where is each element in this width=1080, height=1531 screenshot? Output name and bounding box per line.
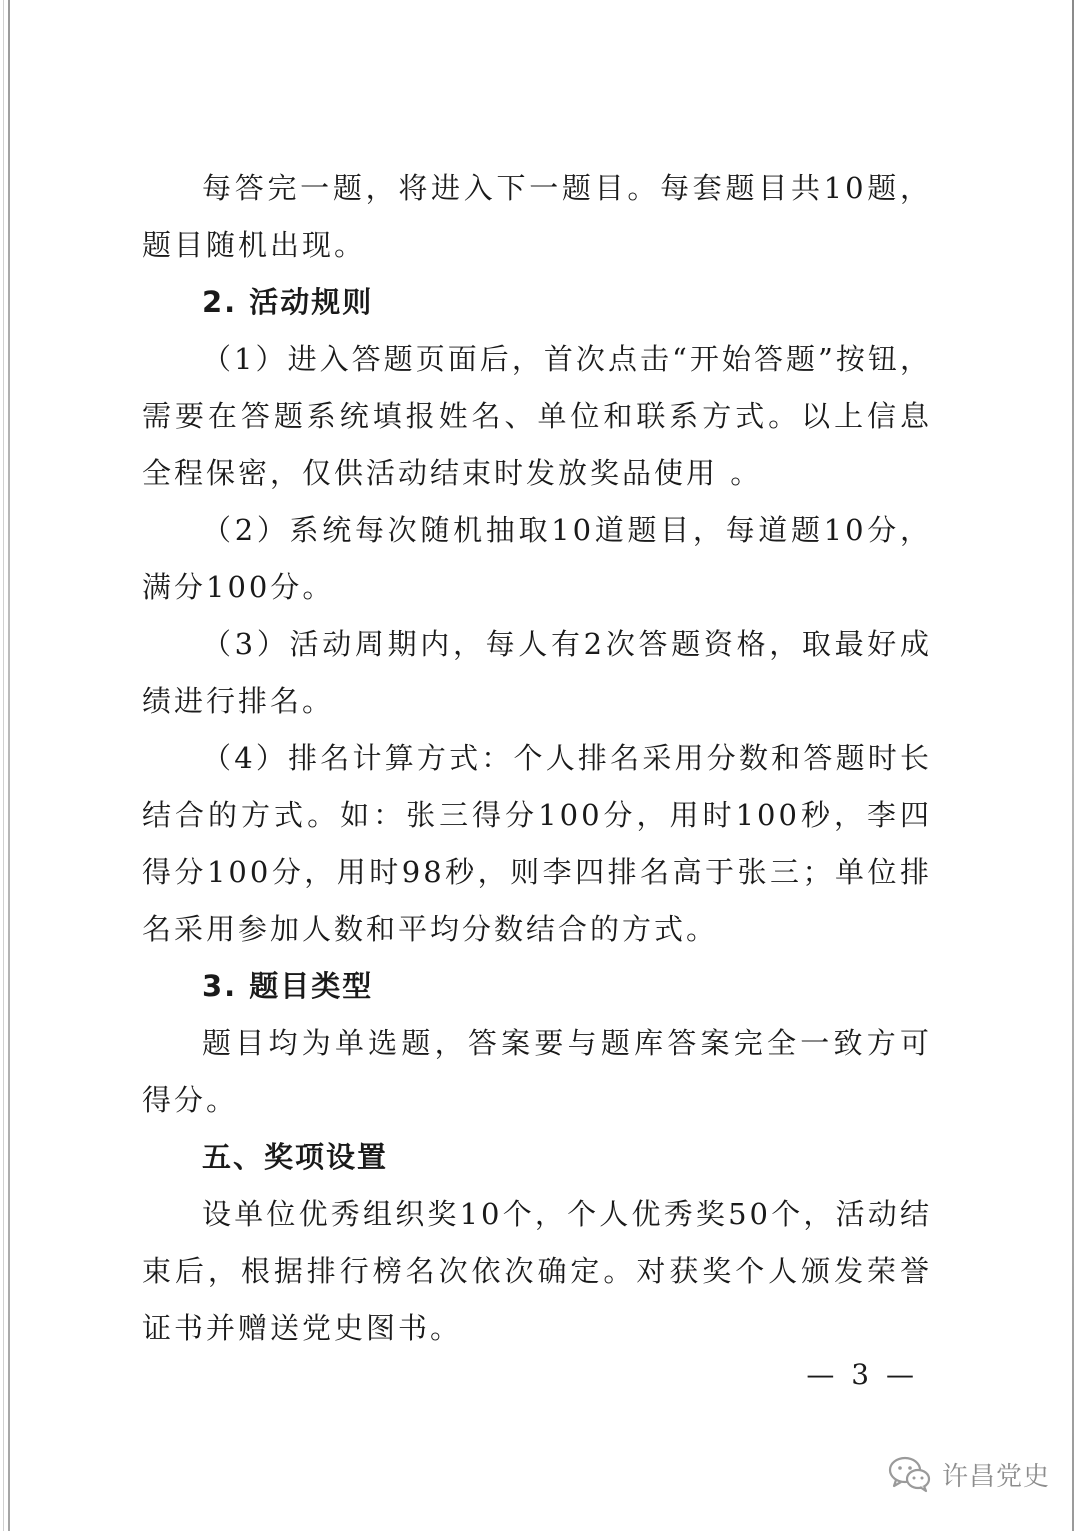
page-number: — 3 —: [806, 1358, 918, 1391]
paragraph-rule-1: （1）进入答题页面后，首次点击“开始答题”按钮，需要在答题系统填报姓名、单位和联系方式。以上信息全程保密，仅供活动结束时发放奖品使用 。: [142, 342, 932, 490]
paragraph-rule-2: （2）系统每次随机抽取10道题目，每道题10分，满分100分。: [142, 513, 932, 604]
watermark-text: 许昌党史: [941, 1461, 1050, 1492]
document-body: [142, 160, 932, 1357]
paragraph-awards: 设单位优秀组织奖10个，个人优秀奖50个，活动结束后，根据排行榜名次依次确定。对获奖个人颁发荣誉证书并赠送党史图书。: [142, 1197, 932, 1345]
scan-edge-right: [1072, 0, 1074, 1531]
wechat-icon: [888, 1455, 932, 1493]
paragraph-rule-4: （4）排名计算方式：个人排名采用分数和答题时长结合的方式。如：张三得分100分，用时100秒，李四得分100分，用时98秒，则李四排名高于张三；单位排名采用参加人数和平均分数结合的方式。: [142, 741, 932, 946]
heading-awards: 五、奖项设置: [202, 1140, 389, 1174]
scan-edge-left: [8, 0, 10, 1531]
paragraph-question-flow: 每答完一题，将进入下一题目。每套题目共10题，题目随机出现。: [142, 171, 932, 262]
heading-activity-rules: 2. 活动规则: [202, 285, 374, 319]
paragraph-rule-3: （3）活动周期内，每人有2次答题资格，取最好成绩进行排名。: [142, 627, 932, 718]
heading-question-type: 3. 题目类型: [202, 969, 374, 1003]
paragraph-question-type: 题目均为单选题，答案要与题库答案完全一致方可得分。: [142, 1026, 932, 1117]
scan-edge-outer: [3, 0, 4, 1531]
watermark: [888, 1455, 1050, 1493]
